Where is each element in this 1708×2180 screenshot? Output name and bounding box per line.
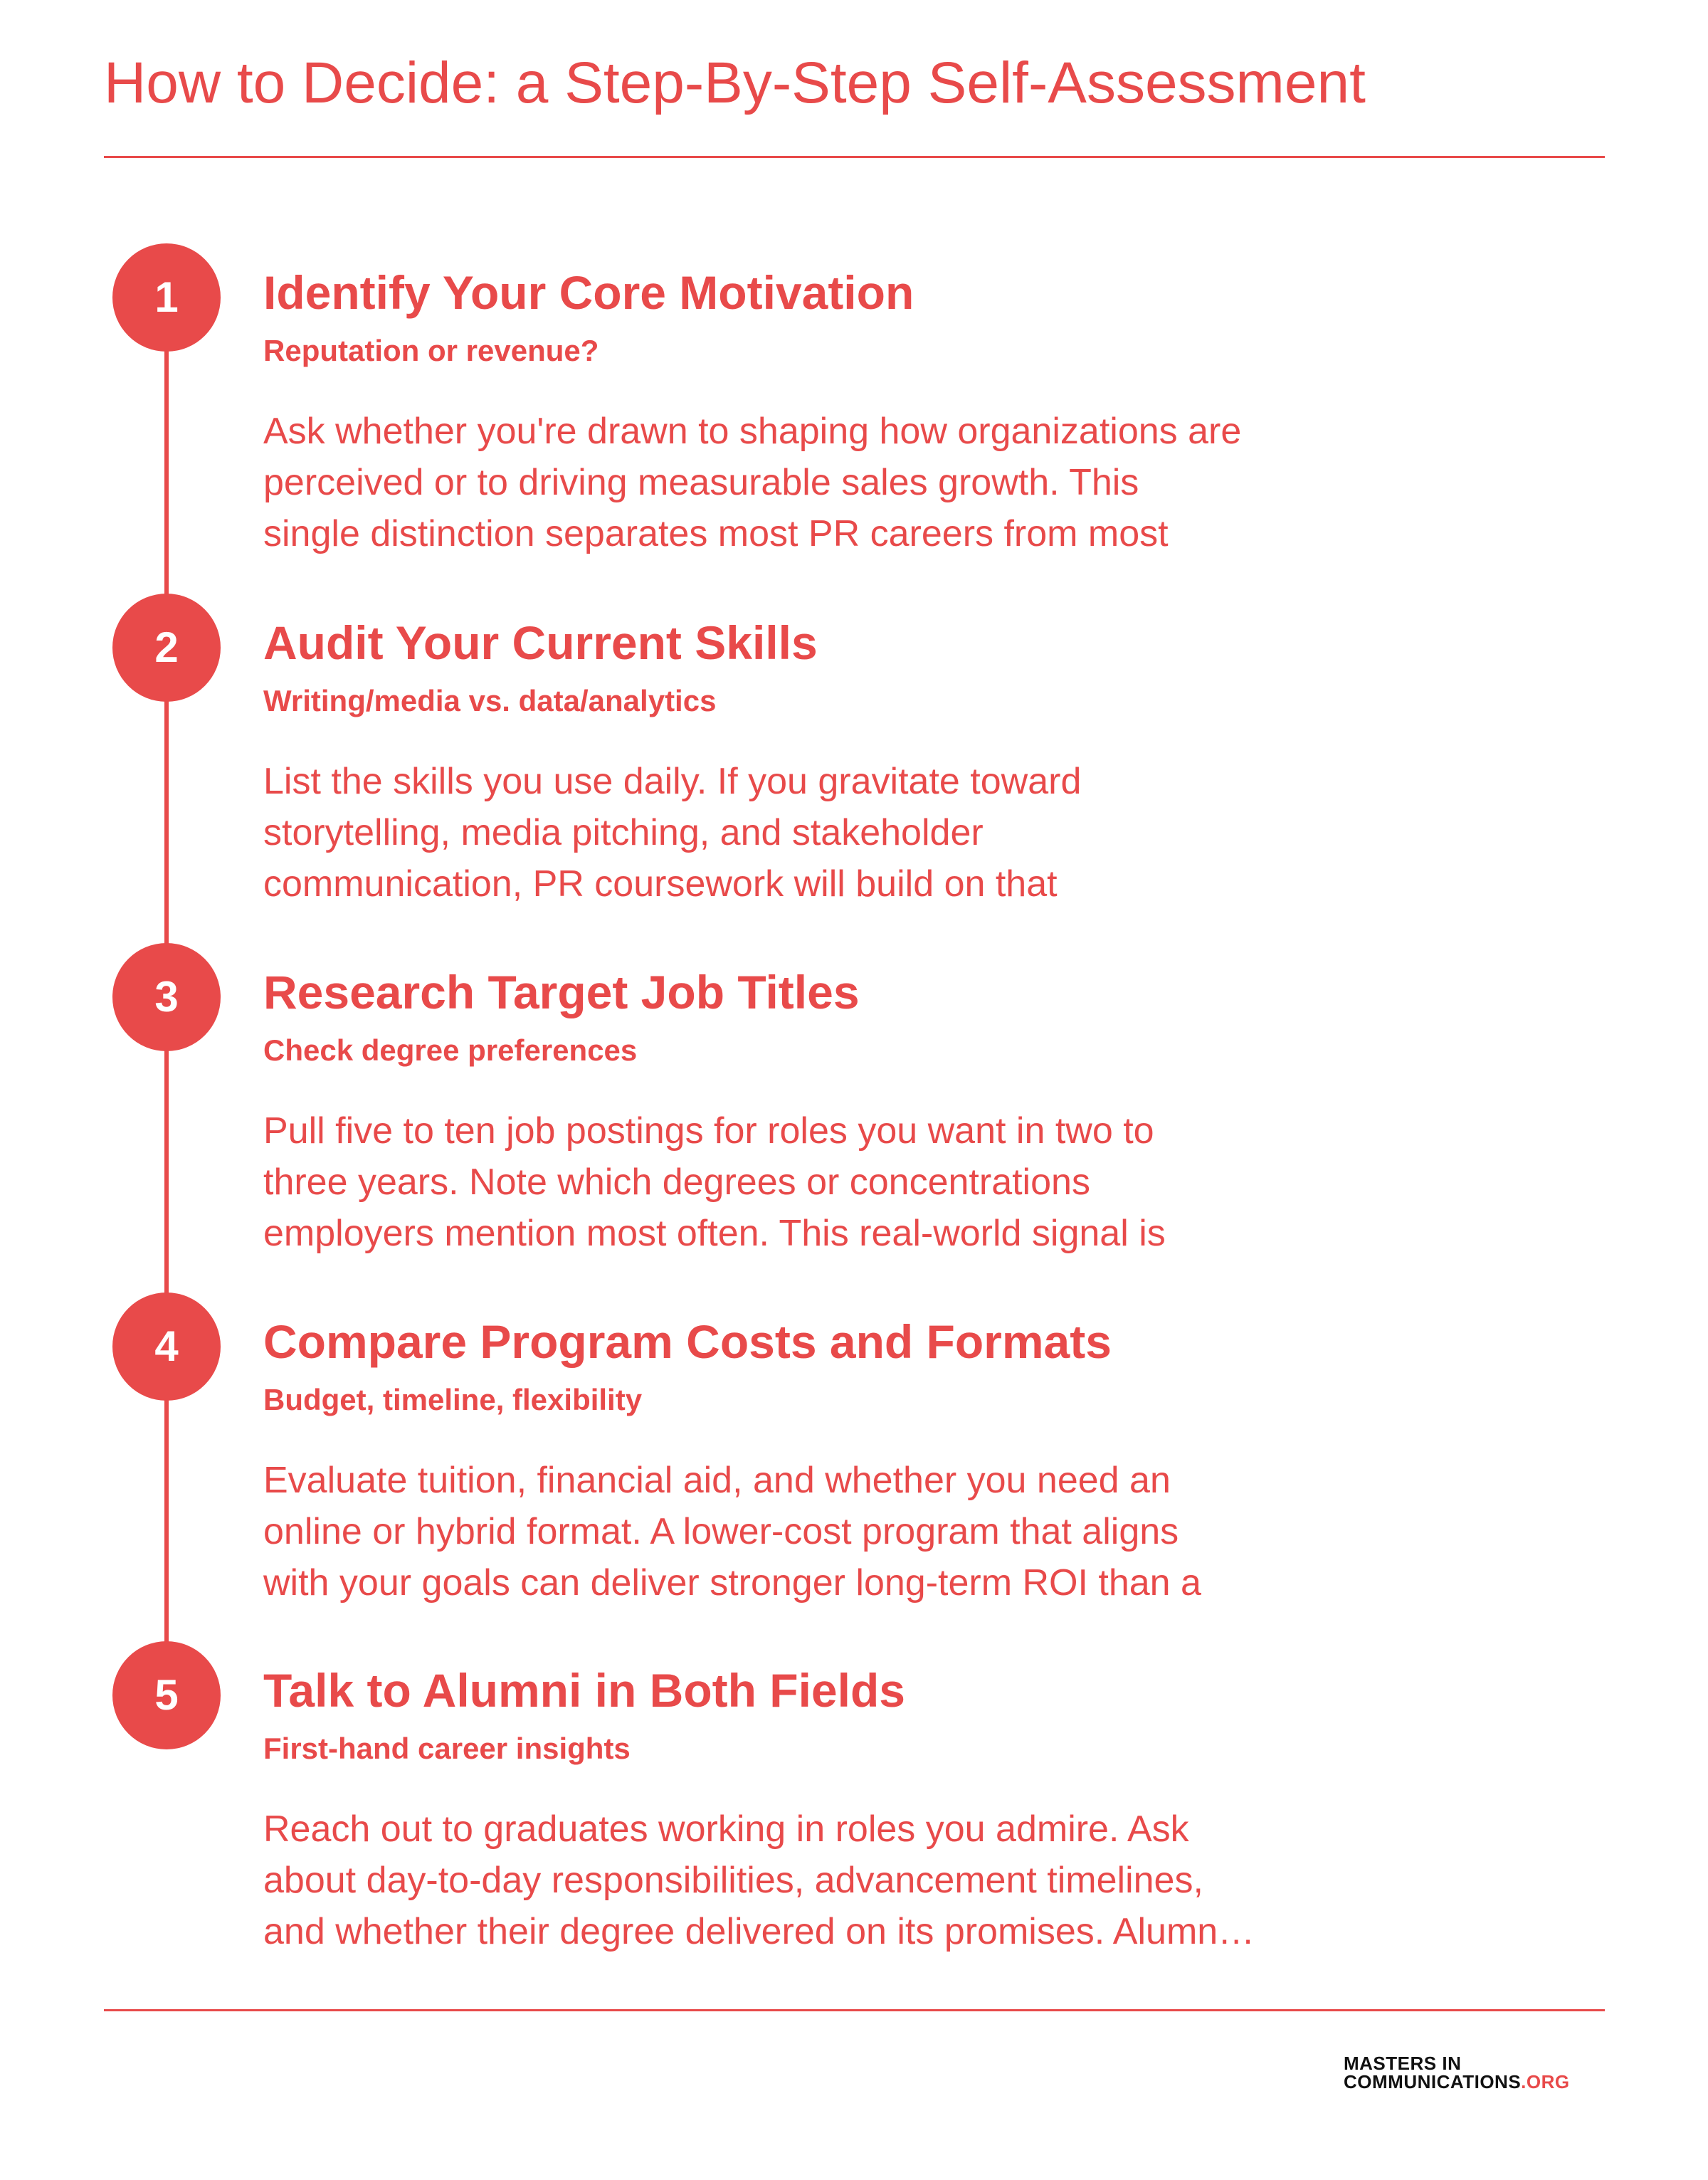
site-logo bbox=[1344, 2054, 1570, 2091]
step-title: Talk to Alumni in Both Fields bbox=[263, 1664, 905, 1717]
step-body-line: communication, PR coursework will build on that bbox=[263, 863, 1058, 905]
step-subtitle: Reputation or revenue? bbox=[263, 334, 599, 367]
step-subtitle: Check degree preferences bbox=[263, 1033, 638, 1067]
step-body-line: List the skills you use daily. If you gravitate toward bbox=[263, 761, 1082, 802]
step-body bbox=[263, 1455, 1381, 1608]
logo-main-text: COMMUNICATIONS bbox=[1344, 2071, 1522, 2092]
top-divider bbox=[104, 156, 1605, 158]
step-body-line: Reach out to graduates working in roles you admire. Ask bbox=[263, 1808, 1189, 1850]
logo-line-1: MASTERS IN bbox=[1344, 2053, 1462, 2074]
step-title: Compare Program Costs and Formats bbox=[263, 1315, 1112, 1368]
step-number-badge: 3 bbox=[112, 943, 221, 1051]
step-body-line: about day-to-day responsibilities, advancement timelines, bbox=[263, 1860, 1203, 1901]
step-subtitle: Budget, timeline, flexibility bbox=[263, 1383, 643, 1416]
step-body-line: with your goals can deliver stronger long-term ROI than a bbox=[263, 1562, 1201, 1604]
step-subtitle: First-hand career insights bbox=[263, 1732, 631, 1765]
step-number-badge: 2 bbox=[112, 594, 221, 702]
logo-tld-text: .ORG bbox=[1521, 2071, 1570, 2092]
step-body-line: single distinction separates most PR careers from most bbox=[263, 513, 1169, 554]
step-body-line: storytelling, media pitching, and stakeholder bbox=[263, 812, 984, 853]
step-number-badge: 5 bbox=[112, 1641, 221, 1749]
step-body-line: perceived or to driving measurable sales growth. This bbox=[263, 462, 1139, 503]
step-body-line: three years. Note which degrees or concentrations bbox=[263, 1162, 1090, 1203]
step-body-line: Pull five to ten job postings for roles you want in two to bbox=[263, 1110, 1154, 1152]
step-body-line: online or hybrid format. A lower-cost program that aligns bbox=[263, 1511, 1179, 1552]
step-body-line: Ask whether you're drawn to shaping how organizations are bbox=[263, 411, 1242, 452]
step-title: Research Target Job Titles bbox=[263, 966, 860, 1018]
step-body-line: and whether their degree delivered on its promises. Alumn… bbox=[263, 1911, 1255, 1952]
step-body bbox=[263, 756, 1381, 910]
step-title: Identify Your Core Motivation bbox=[263, 266, 914, 319]
step-body bbox=[263, 1105, 1381, 1259]
step-number-badge: 4 bbox=[112, 1292, 221, 1401]
logo-line-2 bbox=[1344, 2073, 1570, 2091]
step-body-line: Evaluate tuition, financial aid, and whether you need an bbox=[263, 1460, 1171, 1501]
bottom-divider bbox=[104, 2009, 1605, 2011]
step-subtitle: Writing/media vs. data/analytics bbox=[263, 684, 717, 717]
step-number-badge: 1 bbox=[112, 243, 221, 352]
step-body-line: employers mention most often. This real-world signal is bbox=[263, 1213, 1166, 1254]
step-body bbox=[263, 406, 1381, 559]
step-title: Audit Your Current Skills bbox=[263, 616, 818, 669]
step-body bbox=[263, 1803, 1381, 1957]
page-title: How to Decide: a Step-By-Step Self-Assessment bbox=[104, 51, 1366, 115]
